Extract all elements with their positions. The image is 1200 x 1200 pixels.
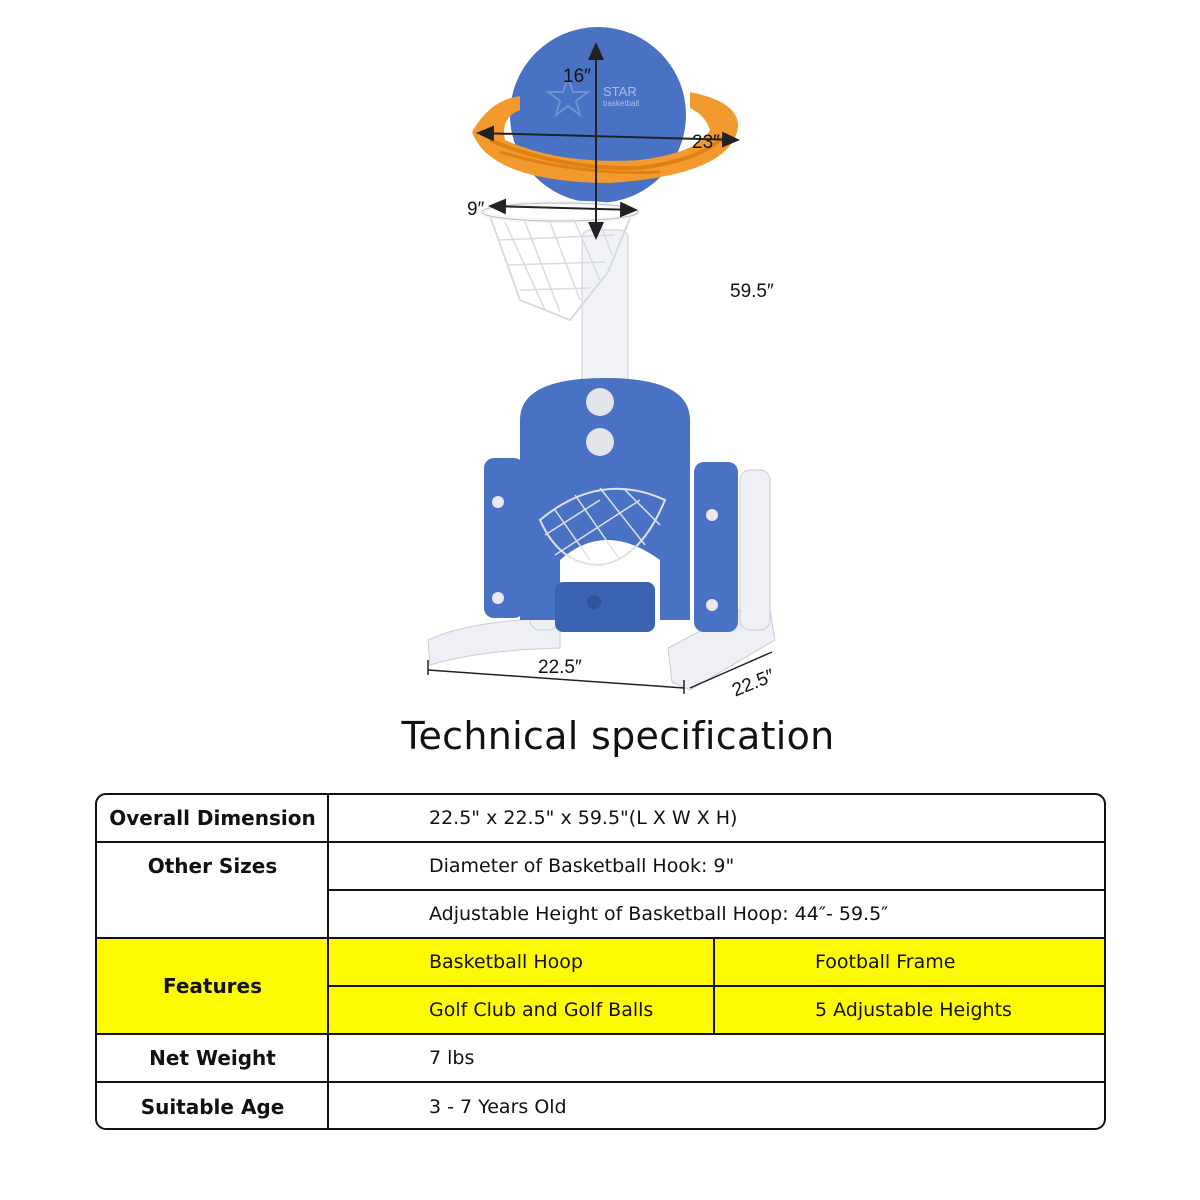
value-net-weight: 7 lbs <box>429 1047 475 1069</box>
backboard <box>472 27 738 203</box>
dimension-base-length: 22.5″ <box>538 657 582 678</box>
dimension-base-width: 22.5″ <box>729 665 778 702</box>
dimension-overall-height: 59.5″ <box>730 281 774 302</box>
goal-frame <box>484 378 738 632</box>
page-title: Technical specification <box>401 714 835 758</box>
logo-basketball-text: basketball <box>603 99 640 108</box>
dimension-ring-width: 23″ <box>692 132 720 153</box>
label-other-sizes: Other Sizes <box>147 854 278 878</box>
label-overall-dimension: Overall Dimension <box>109 806 316 830</box>
feature-item: Golf Club and Golf Balls <box>429 999 654 1021</box>
value-adjustable-height: Adjustable Height of Basketball Hoop: 44″- 59.5″ <box>429 903 889 925</box>
logo-star-text: STAR <box>603 84 637 99</box>
value-hook-diameter: Diameter of Basketball Hook: 9" <box>429 855 735 877</box>
feature-item: 5 Adjustable Heights <box>815 999 1012 1021</box>
label-features: Features <box>162 974 263 998</box>
feature-item: Basketball Hoop <box>429 951 583 973</box>
spec-table <box>95 793 1106 1130</box>
label-net-weight: Net Weight <box>149 1046 276 1070</box>
dimension-hoop-diameter: 9″ <box>467 199 485 220</box>
value-suitable-age: 3 - 7 Years Old <box>429 1095 567 1118</box>
dimension-backboard-height: 16″ <box>563 66 591 87</box>
value-overall-dimension: 22.5" x 22.5" x 59.5"(L X W X H) <box>429 807 738 829</box>
feature-item: Football Frame <box>815 951 956 973</box>
label-suitable-age: Suitable Age <box>140 1094 285 1119</box>
